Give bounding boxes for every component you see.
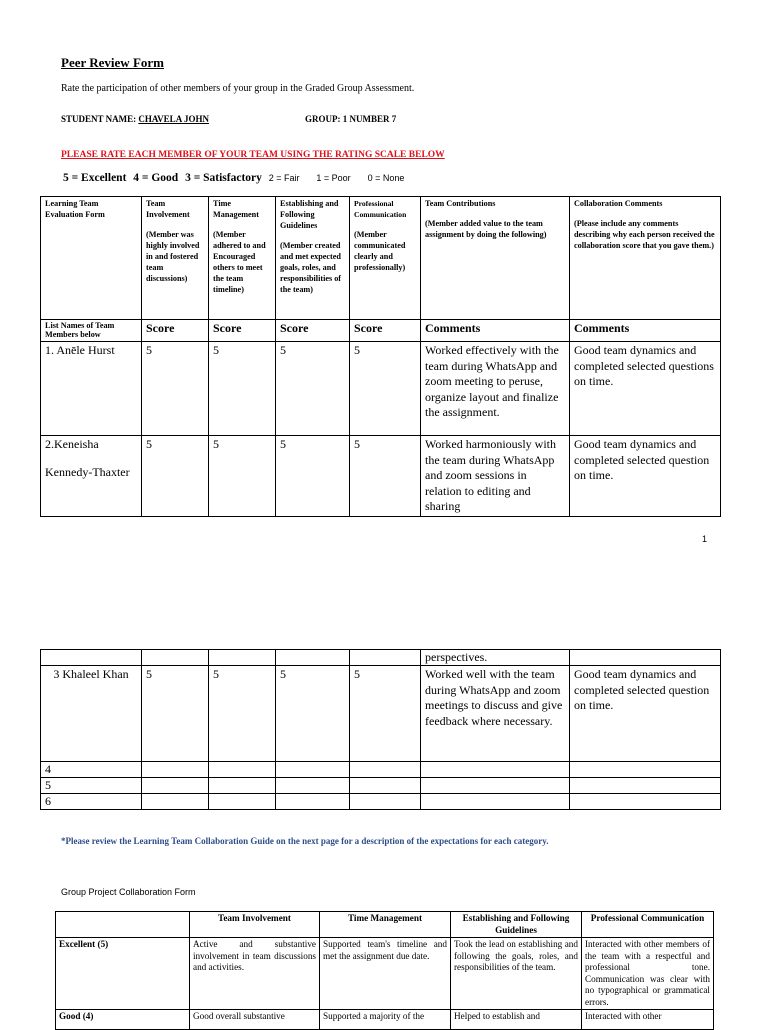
rating-level: Excellent (5): [56, 938, 190, 1010]
carry-over-text: perspectives.: [421, 650, 570, 666]
guide-cell: Took the lead on establishing and following the goals, roles, and responsibilities of the team.: [451, 938, 582, 1010]
member-name-line: 2.Keneisha: [45, 437, 99, 451]
score-cell: 5: [276, 436, 350, 517]
member-name: 1. Anēle Hurst: [41, 342, 142, 436]
score-cell: 5: [350, 342, 421, 436]
group-label: GROUP:: [305, 114, 341, 124]
comments-subheader: Comments: [570, 320, 721, 342]
guide-header-cell: Time Management: [320, 912, 451, 938]
table-row: [56, 1010, 714, 1030]
member-name-line: Kennedy-Thaxter: [45, 464, 130, 479]
table-row: [41, 666, 721, 762]
table-row: [41, 342, 721, 436]
score-cell: 5: [350, 666, 421, 762]
intro-text: Rate the participation of other members of your group in the Graded Group Assessment.: [61, 83, 415, 94]
eval-subheader-row: [41, 320, 721, 342]
score-cell: 5: [276, 342, 350, 436]
guide-cell: Good overall substantive: [190, 1010, 320, 1030]
eval-header-cell: Professional Communication (Member communicated clearly and professionally): [350, 197, 421, 320]
score-subheader: Score: [209, 320, 276, 342]
evaluation-table-continued: [40, 649, 721, 810]
page-number: 1: [702, 534, 708, 544]
student-name-label: STUDENT NAME:: [61, 114, 137, 124]
score-cell: 5: [142, 666, 209, 762]
guide-cell: Supported team's timeline and met the assignment due date.: [320, 938, 451, 1010]
score-cell: 5: [142, 436, 209, 517]
eval-header-cell: Establishing and Following Guidelines (Member created and met expected goals, roles, and responsibilities of the team): [276, 197, 350, 320]
comment-cell: Good team dynamics and completed selected question on time.: [570, 436, 721, 517]
rating-scale: [63, 172, 418, 184]
eval-header-cell: Team Involvement (Member was highly involved in and fostered team discussions): [142, 197, 209, 320]
contribution-cell: Worked harmoniously with the team during WhatsApp and zoom sessions in relation to editing and sharing: [421, 436, 570, 517]
guide-cell: Interacted with other: [582, 1010, 714, 1030]
page-title: Peer Review Form: [61, 55, 164, 70]
table-row: [41, 794, 721, 810]
score-cell: 5: [209, 342, 276, 436]
score-cell: 5: [209, 666, 276, 762]
eval-header-cell: Time Management (Member adhered to and Encouraged others to meet the team timeline): [209, 197, 276, 320]
group-value: 1 NUMBER 7: [342, 114, 397, 124]
names-subheader: List Names of Team Members below: [41, 320, 142, 342]
table-row: [41, 436, 721, 517]
score-cell: 5: [276, 666, 350, 762]
collab-form-title: Group Project Collaboration Form: [61, 887, 196, 897]
comment-cell: Good team dynamics and completed selected question on time.: [570, 666, 721, 762]
group-line: [305, 114, 396, 124]
collaboration-guide-table: [55, 911, 714, 1030]
guide-header-cell: [56, 912, 190, 938]
guide-header-cell: Professional Communication: [582, 912, 714, 938]
scale-0: 0 = None: [367, 173, 405, 183]
guide-cell: Helped to establish and: [451, 1010, 582, 1030]
score-cell: 5: [142, 342, 209, 436]
table-row: [41, 778, 721, 794]
scale-2: 2 = Fair: [268, 173, 300, 183]
guide-header-cell: Team Involvement: [190, 912, 320, 938]
contribution-cell: Worked effectively with the team during WhatsApp and zoom meeting to peruse, organize layout and finalize the assignment.: [421, 342, 570, 436]
guide-header-row: [56, 912, 714, 938]
scale-5: 5 = Excellent: [63, 172, 127, 184]
table-row: [41, 650, 721, 666]
guide-header-cell: Establishing and Following Guidelines: [451, 912, 582, 938]
row-number: 6: [41, 794, 142, 810]
comment-cell: Good team dynamics and completed selected questions on time.: [570, 342, 721, 436]
eval-header-cell: Collaboration Comments (Please include any comments describing why each person received the collaboration score that you gave them.): [570, 197, 721, 320]
row-number: 5: [41, 778, 142, 794]
comments-subheader: Comments: [421, 320, 570, 342]
score-subheader: Score: [142, 320, 209, 342]
score-subheader: Score: [276, 320, 350, 342]
scale-4: 4 = Good: [133, 172, 179, 184]
table-row: [56, 938, 714, 1010]
rating-instruction: PLEASE RATE EACH MEMBER OF YOUR TEAM USING THE RATING SCALE BELOW: [61, 150, 445, 160]
score-cell: 5: [209, 436, 276, 517]
guide-note: *Please review the Learning Team Collaboration Guide on the next page for a description of the expectations for each category.: [61, 836, 549, 846]
guide-cell: Supported a majority of the: [320, 1010, 451, 1030]
member-name: 3 Khaleel Khan: [41, 666, 142, 762]
row-number: 4: [41, 762, 142, 778]
student-name-value: CHAVELA JOHN: [138, 114, 209, 124]
member-name: [41, 436, 142, 517]
contribution-cell: Worked well with the team during WhatsApp and zoom meetings to discuss and give feedback where necessary.: [421, 666, 570, 762]
evaluation-table: [40, 196, 721, 517]
eval-header-row: [41, 197, 721, 320]
rating-level: Good (4): [56, 1010, 190, 1030]
student-name-line: [61, 114, 209, 124]
eval-header-cell: Learning Team Evaluation Form: [41, 197, 142, 320]
guide-cell: Active and substantive involvement in team discussions and activities.: [190, 938, 320, 1010]
eval-header-cell: Team Contributions (Member added value to the team assignment by doing the following): [421, 197, 570, 320]
score-cell: 5: [350, 436, 421, 517]
table-row: [41, 762, 721, 778]
scale-1: 1 = Poor: [316, 173, 351, 183]
scale-3: 3 = Satisfactory: [185, 172, 262, 184]
score-subheader: Score: [350, 320, 421, 342]
guide-cell: Interacted with other members of the team with a respectful and professional tone. Communication was clear with no typographical or grammatical errors.: [582, 938, 714, 1010]
